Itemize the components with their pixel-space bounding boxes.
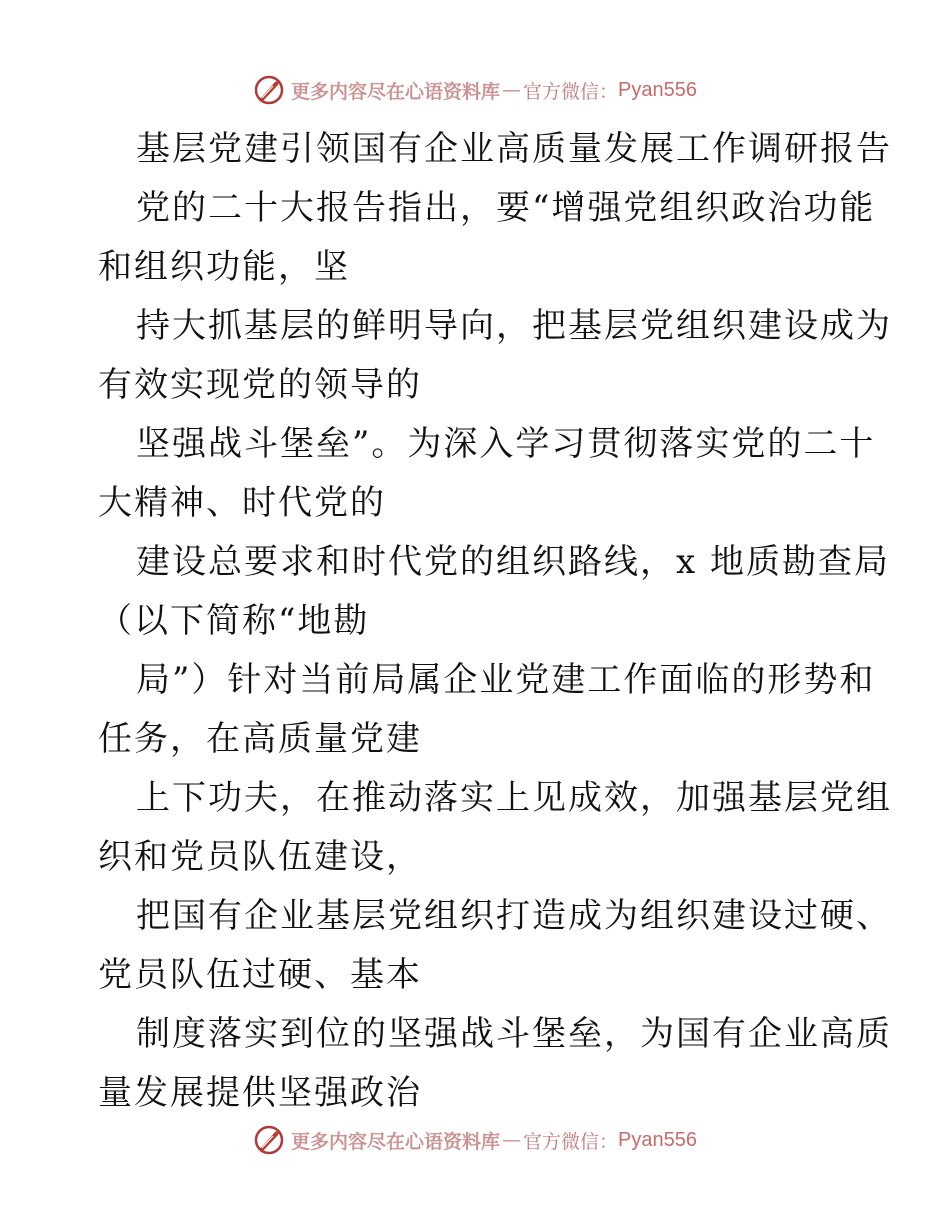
wechat-label: 官方微信： — [523, 1130, 619, 1153]
text-line: 持大抓基层的鲜明导向，把基层党组织建设成为 — [136, 306, 892, 346]
text-line: 任务，在高质量党建 — [98, 719, 422, 759]
text-line: 量发展提供坚强政治 — [98, 1073, 422, 1113]
text-line: 建设总要求和时代党的组织路线，x 地质勘查局 — [136, 542, 890, 582]
text-line: 大精神、时代党的 — [98, 483, 386, 523]
wechat-id: Pyan556 — [618, 78, 697, 101]
document-title: 基层党建引领国有企业高质量发展工作调研报告 — [136, 129, 892, 169]
footer-banner — [0, 1120, 950, 1160]
text-line: 织和党员队伍建设， — [98, 837, 422, 877]
banner-dash: — — [502, 1129, 522, 1151]
feather-pen-circle-logo-icon — [253, 1124, 285, 1156]
text-line: 党的二十大报告指出，要“增强党组织政治功能 — [136, 188, 876, 228]
text-line: 党员队伍过硬、基本 — [98, 955, 422, 995]
text-line: 和组织功能，坚 — [98, 247, 350, 287]
text-line: 局”）针对当前局属企业党建工作面临的形势和 — [136, 660, 876, 700]
banner-dash: — — [502, 79, 522, 101]
feather-pen-circle-logo-icon — [253, 74, 285, 106]
header-banner — [0, 70, 950, 110]
text-line: 把国有企业基层党组织打造成为组织建设过硬、 — [136, 896, 892, 936]
text-line: 有效实现党的领导的 — [98, 365, 422, 405]
text-line: （以下简称“地勘 — [98, 601, 370, 641]
promo-text: 更多内容尽在心语资料库 — [291, 80, 501, 103]
document-body — [98, 120, 892, 1123]
promo-text: 更多内容尽在心语资料库 — [291, 1130, 501, 1153]
wechat-id: Pyan556 — [618, 1128, 697, 1151]
text-line: 上下功夫，在推动落实上见成效，加强基层党组 — [136, 778, 892, 818]
text-line: 坚强战斗堡垒”。为深入学习贯彻落实党的二十 — [136, 424, 876, 464]
wechat-label: 官方微信： — [523, 80, 619, 103]
text-line: 制度落实到位的坚强战斗堡垒，为国有企业高质 — [136, 1014, 892, 1054]
